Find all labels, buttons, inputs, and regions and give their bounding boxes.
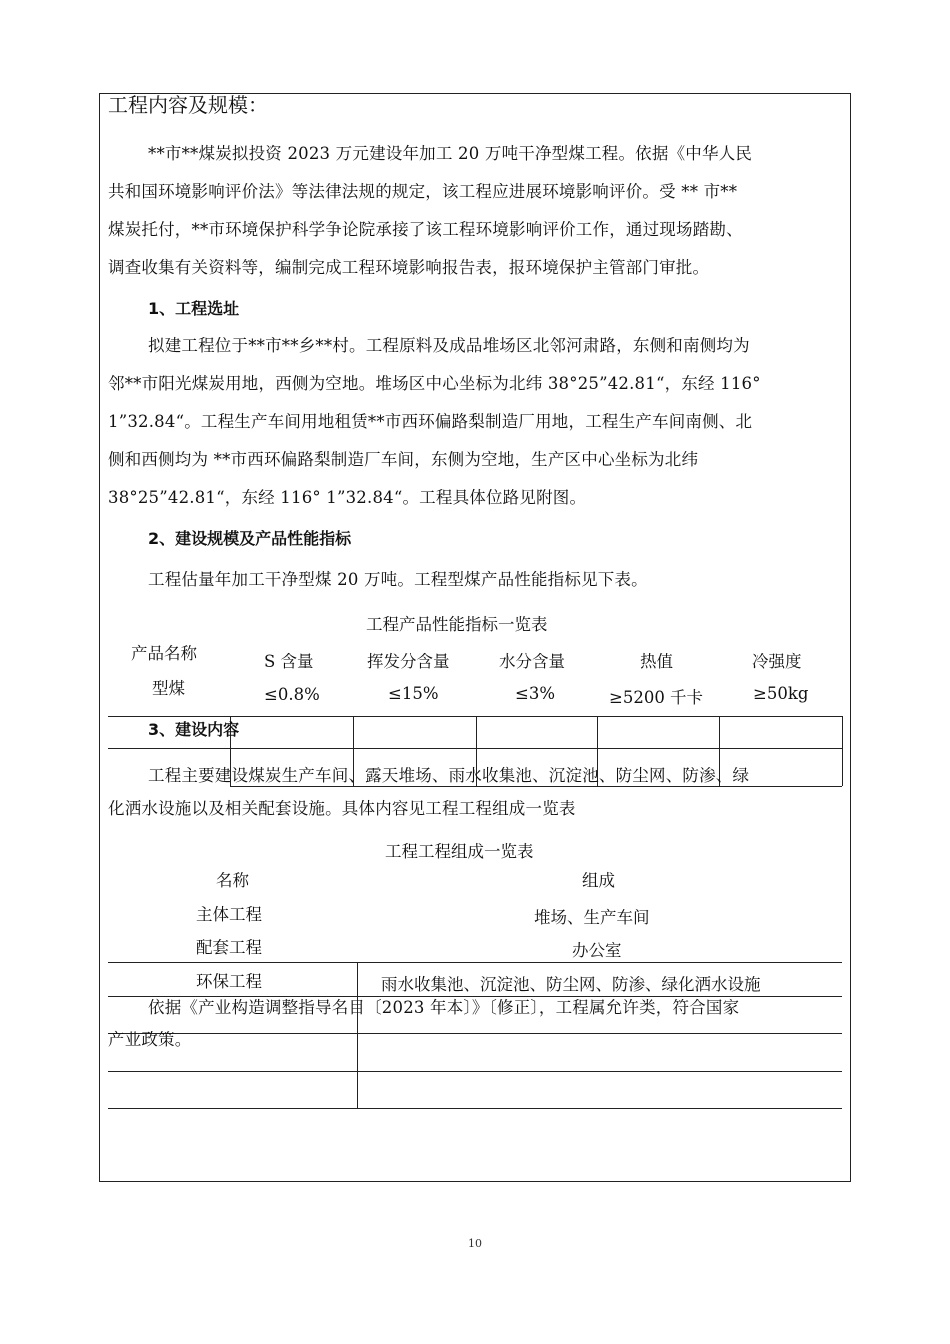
- perf-grid-line-3: [230, 786, 842, 787]
- intro-line-2: 共和国环境影响评价法》等法律法规的规定，该工程应进展环境影响评价。受 ** 市**: [108, 182, 738, 201]
- perf-header-volatile: 挥发分含量: [367, 652, 450, 671]
- perf-header-product: 产品名称: [131, 644, 197, 663]
- perf-header-sulfur: S 含量: [264, 652, 314, 671]
- closing-line-2: 产业政策。: [108, 1030, 192, 1049]
- comp-row-1-value: 堆场、生产车间: [534, 908, 650, 927]
- intro-line-3: 煤炭托付，**市环境保护科学争论院承接了该工程环境影响评价工作，通过现场踏勘、: [108, 220, 743, 239]
- comp-header-name: 名称: [216, 871, 249, 890]
- section-2-title: 2、建设规模及产品性能指标: [148, 529, 352, 548]
- intro-line-1: **市**煤炭拟投资 2023 万元建设年加工 20 万吨干净型煤工程。依据《中华人民: [148, 144, 753, 163]
- comp-grid-vline: [357, 962, 358, 1108]
- composition-table-title: 工程工程组成一览表: [385, 842, 534, 861]
- performance-table-title: 工程产品性能指标一览表: [366, 615, 548, 634]
- comp-grid-line-3: [108, 1033, 842, 1034]
- section-2-line: 工程估量年加工干净型煤 20 万吨。工程型煤产品性能指标见下表。: [148, 570, 648, 589]
- comp-row-2-value: 办公室: [572, 941, 622, 960]
- section-1-line-1: 拟建工程位于**市**乡**村。工程原料及成品堆场区北邻河肃路，东侧和南侧均为: [148, 336, 750, 355]
- perf-header-calorific: 热值: [640, 652, 673, 671]
- comp-row-1-name: 主体工程: [196, 905, 262, 924]
- perf-grid-vline-6: [842, 716, 843, 786]
- closing-line-1: 依据《产业构造调整指导名目〔2023 年本〕》〔修正〕，工程属允许类，符合国家: [148, 998, 740, 1017]
- comp-row-2-name: 配套工程: [196, 938, 262, 957]
- comp-grid-line-5: [108, 1108, 842, 1109]
- perf-grid-line-2: [108, 748, 842, 749]
- perf-cell-moisture: ≤3%: [515, 684, 556, 703]
- section-3-line-2: 化洒水设施以及相关配套设施。具体内容见工程工程组成一览表: [108, 799, 576, 818]
- perf-cell-strength: ≥50kg: [753, 684, 809, 703]
- comp-header-composition: 组成: [582, 871, 615, 890]
- perf-cell-product: 型煤: [152, 679, 185, 698]
- perf-cell-volatile: ≤15%: [388, 684, 439, 703]
- perf-cell-sulfur: ≤0.8%: [264, 685, 320, 704]
- comp-row-3-value: 雨水收集池、沉淀池、防尘网、防渗、绿化洒水设施: [381, 975, 761, 994]
- comp-grid-line-1: [108, 962, 842, 963]
- perf-header-strength: 冷强度: [752, 652, 802, 671]
- section-1-line-4: 侧和西侧均为 **市西环偏路梨制造厂车间，东侧为空地，生产区中心坐标为北纬: [108, 450, 699, 469]
- section-1-title: 1、工程选址: [148, 299, 240, 318]
- intro-line-4: 调查收集有关资料等，编制完成工程环境影响报告表，报环境保护主管部门审批。: [108, 258, 710, 277]
- comp-grid-line-4: [108, 1071, 842, 1072]
- comp-row-3-name: 环保工程: [196, 972, 262, 991]
- perf-cell-calorific: ≥5200 千卡: [609, 688, 704, 707]
- section-1-line-5: 38°25”42.81“，东经 116° 1”32.84“。工程具体位路见附图。: [108, 488, 587, 507]
- section-3-title: 3、建设内容: [148, 720, 240, 739]
- section-1-line-3: 1”32.84“。工程生产车间用地租赁**市西环偏路梨制造厂用地，工程生产车间南侧、北: [108, 412, 753, 431]
- perf-header-moisture: 水分含量: [499, 652, 565, 671]
- page-heading: 工程内容及规模：: [108, 93, 268, 117]
- page-number: 10: [468, 1237, 482, 1250]
- section-1-line-2: 邻**市阳光煤炭用地，西侧为空地。堆场区中心坐标为北纬 38°25”42.81“，东经 116°: [108, 374, 761, 393]
- section-3-line-1: 工程主要建设煤炭生产车间、露天堆场、雨水收集池、沉淀池、防尘网、防渗、绿: [148, 766, 750, 785]
